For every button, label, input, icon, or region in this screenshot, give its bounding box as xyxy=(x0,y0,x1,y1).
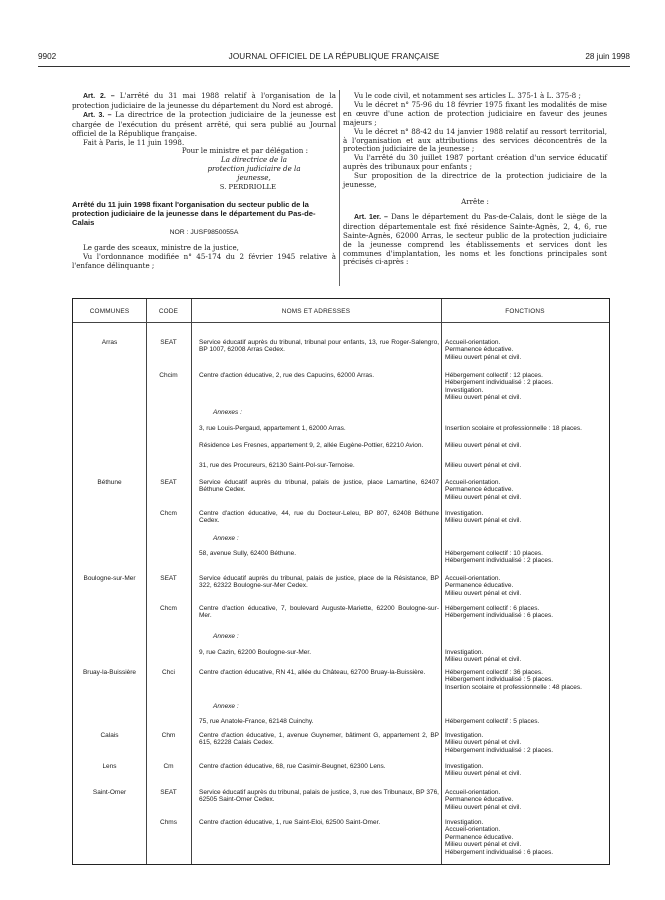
column-divider xyxy=(191,299,192,864)
code-cell: SEAT xyxy=(160,789,177,796)
name-address-cell: Service éducatif auprès du tribunal, tribunal pour enfants, 13, rue Roger-Salengro, BP 1007, 62008 Arras Cedex. xyxy=(199,339,439,354)
header-rule xyxy=(38,66,630,67)
functions-cell xyxy=(445,550,607,565)
annex-label: Annexe : xyxy=(213,703,239,710)
functions-cell xyxy=(445,649,607,664)
commune-cell: Calais xyxy=(100,732,119,739)
name-address-cell: 9, rue Cazin, 62200 Boulogne-sur-Mer. xyxy=(199,649,312,656)
nor-reference: NOR : JUSF9850055A xyxy=(169,228,239,236)
code-cell: SEAT xyxy=(160,479,177,486)
article-2-text: L'arrêté du 31 mai 1988 relatif à l'organisation de la protection judiciaire de la jeunesse du département du Nord est abrogé. xyxy=(72,91,336,110)
functions-cell xyxy=(445,339,607,361)
name-address-cell: Centre d'action éducative, 1, rue Saint-Eloi, 62500 Saint-Omer. xyxy=(199,819,381,826)
vu-decret-75: Vu le décret n° 75-96 du 18 février 1975 fixant les modalités de mise en œuvre d'une action de protection judiciaire en faveur des jeunes majeurs ; xyxy=(343,99,607,127)
functions-cell xyxy=(445,789,607,811)
code-cell: SEAT xyxy=(160,339,177,346)
function-line: Milieu ouvert pénal et civil. xyxy=(445,394,522,402)
article-1 xyxy=(343,213,607,267)
function-line: Permanence éducative. xyxy=(445,582,514,590)
signature-role: La directrice de la protection judiciaire de la jeunesse, xyxy=(207,155,301,183)
function-line: Hébergement individualisé : 6 places. xyxy=(445,612,554,620)
name-address-cell: Centre d'action éducative, 1, avenue Guynemer, bâtiment G, appartement 2, BP 615, 62228 Calais Cedex. xyxy=(199,732,439,747)
function-line: Permanence éducative. xyxy=(445,833,514,841)
commune-cell: Arras xyxy=(101,339,118,346)
column-separator xyxy=(339,90,340,286)
function-line: Milieu ouvert pénal et civil. xyxy=(445,442,522,449)
function-line: Milieu ouvert pénal et civil. xyxy=(445,462,522,469)
commune-cell: Saint-Omer xyxy=(92,789,127,796)
annex-label: Annexe : xyxy=(213,535,239,542)
functions-cell xyxy=(445,425,607,432)
name-address-cell: Centre d'action éducative, 68, rue Casimir-Beugnet, 62300 Lens. xyxy=(199,763,386,770)
function-line: Milieu ouvert pénal et civil. xyxy=(445,803,522,811)
code-cell: SEAT xyxy=(160,575,177,582)
minister-line: Le garde des sceaux, ministre de la justice, xyxy=(83,242,239,252)
function-line: Accueil-orientation. xyxy=(445,826,501,834)
article-3-label: Art. 3. – xyxy=(83,111,112,119)
header-fonctions: FONCTIONS xyxy=(505,308,545,315)
function-line: Milieu ouvert pénal et civil. xyxy=(445,739,522,747)
functions-cell xyxy=(445,718,607,725)
header-code: CODE xyxy=(158,308,179,315)
annex-label: Annexe : xyxy=(213,633,239,640)
function-line: Hébergement individualisé : 2 places. xyxy=(445,379,554,387)
sur-proposition: Sur proposition de la directrice de la protection judiciaire de la jeunesse, xyxy=(343,171,607,190)
vu-ordonnance: Vu l'ordonnance modifiée n° 45-174 du 2 février 1945 relative à l'enfance délinquante ; xyxy=(72,251,336,270)
function-line: Investigation. xyxy=(445,819,484,826)
name-address-cell: Service éducatif auprès du tribunal, palais de justice, place Lamartine, 62407 Béthune Cedex. xyxy=(199,479,439,494)
article-2 xyxy=(72,92,336,111)
function-line: Hébergement collectif : 6 places. xyxy=(445,605,540,612)
journal-title: JOURNAL OFFICIEL DE LA RÉPUBLIQUE FRANÇAISE xyxy=(228,52,440,61)
signature-place-date: Fait à Paris, le 11 juin 1998. xyxy=(83,137,185,147)
name-address-cell: Centre d'action éducative, 44, rue du Docteur-Leleu, BP 807, 62408 Béthune Cedex. xyxy=(199,510,439,525)
vu-code-civil: Vu le code civil, et notamment ses articles L. 375-1 à L. 375-8 ; xyxy=(354,91,581,100)
functions-cell xyxy=(445,442,607,449)
function-line: Accueil-orientation. xyxy=(445,575,501,582)
functions-cell xyxy=(445,372,607,402)
function-line: Permanence éducative. xyxy=(445,796,514,804)
code-cell: Chms xyxy=(160,819,177,826)
header-noms-adresses: NOMS ET ADRESSES xyxy=(281,308,351,315)
functions-cell xyxy=(445,819,607,856)
article-1-label: Art. 1er. – xyxy=(354,213,388,221)
article-2-label: Art. 2. – xyxy=(83,93,115,100)
column-divider xyxy=(441,299,442,864)
name-address-cell: Centre d'action éducative, RN 41, allée du Château, 62700 Bruay-la-Buissière. xyxy=(199,669,426,676)
code-cell: Chcm xyxy=(160,605,177,612)
name-address-cell: Service éducatif auprès du tribunal, palais de justice, 3, rue des Tribunaux, BP 376, 62505 Saint-Omer Cedex. xyxy=(199,789,439,804)
functions-cell xyxy=(445,479,607,501)
article-3 xyxy=(72,111,336,139)
code-cell: Chcim xyxy=(159,372,178,379)
commune-cell: Béthune xyxy=(97,479,122,486)
function-line: Milieu ouvert pénal et civil. xyxy=(445,589,522,597)
function-line: Milieu ouvert pénal et civil. xyxy=(445,353,522,361)
functions-cell xyxy=(445,763,607,778)
function-line: Investigation. xyxy=(445,649,484,656)
function-line: Hébergement individualisé : 5 places. xyxy=(445,676,554,684)
function-line: Milieu ouvert pénal et civil. xyxy=(445,841,522,849)
commune-cell: Bruay-la-Buissière xyxy=(82,669,137,676)
name-address-cell: 75, rue Anatole-France, 62148 Cuinchy. xyxy=(199,718,314,725)
page-number: 9902 xyxy=(38,52,57,61)
functions-cell xyxy=(445,669,607,691)
function-line: Hébergement individualisé : 2 places. xyxy=(445,746,554,754)
functions-cell xyxy=(445,510,607,525)
function-line: Milieu ouvert pénal et civil. xyxy=(445,493,522,501)
function-line: Hébergement collectif : 10 places. xyxy=(445,550,543,557)
function-line: Milieu ouvert pénal et civil. xyxy=(445,517,522,525)
function-line: Hébergement individualisé : 6 places. xyxy=(445,848,554,856)
issue-date: 28 juin 1998 xyxy=(585,52,630,61)
function-line: Milieu ouvert pénal et civil. xyxy=(445,770,522,778)
code-cell: Chm xyxy=(161,732,176,739)
function-line: Accueil-orientation. xyxy=(445,479,501,486)
name-address-cell: Centre d'action éducative, 7, boulevard Auguste-Mariette, 62200 Boulogne-sur-Mer. xyxy=(199,605,439,620)
function-line: Accueil-orientation. xyxy=(445,339,501,346)
function-line: Insertion scolaire et professionnelle : 48 places. xyxy=(445,683,582,691)
functions-cell xyxy=(445,575,607,597)
signatory-name: S. PERDRIOLLE xyxy=(219,183,276,192)
vu-arrete-87: Vu l'arrêté du 30 juillet 1987 portant création d'un service éducatif auprès des tribunaux pour enfants ; xyxy=(343,153,607,172)
function-line: Insertion scolaire et professionnelle : 18 places. xyxy=(445,425,582,432)
function-line: Investigation. xyxy=(445,732,484,739)
function-line: Hébergement collectif : 12 places. xyxy=(445,372,543,379)
name-address-cell: Résidence Les Fresnes, appartement 9, 2, allée Eugène-Pottier, 62210 Avion. xyxy=(199,442,424,449)
annex-label: Annexes : xyxy=(213,409,242,416)
function-line: Hébergement collectif : 5 places. xyxy=(445,718,540,725)
function-line: Hébergement individualisé : 2 places. xyxy=(445,557,554,565)
commune-cell: Boulogne-sur-Mer xyxy=(83,575,136,582)
commune-cell: Lens xyxy=(102,763,117,770)
page-header xyxy=(38,52,630,64)
name-address-cell: Service éducatif auprès du tribunal, palais de justice, place de la Résistance, BP 322, 62322 Boulogne-sur-Mer Cedex. xyxy=(199,575,439,590)
name-address-cell: 31, rue des Procureurs, 62130 Saint-Pol-sur-Ternoise. xyxy=(199,462,355,469)
name-address-cell: 58, avenue Sully, 62400 Béthune. xyxy=(199,550,297,557)
code-cell: Chcm xyxy=(160,510,177,517)
function-line: Milieu ouvert pénal et civil. xyxy=(445,656,522,664)
article-1-text: Dans le département du Pas-de-Calais, dont le siège de la direction départementale est fixé résidence Sainte-Agnès, 2, 4, 6, rue Sainte-Agnès, 62000 Arras, le secteur public de la protection judiciaire de la jeunesse comprend les établissements et services dont les communes d'implantation, les noms et les fonctions principales sont précisés ci-après : xyxy=(343,211,607,267)
name-address-cell: Centre d'action éducative, 2, rue des Capucins, 62000 Arras. xyxy=(199,372,375,379)
functions-cell xyxy=(445,462,607,469)
functions-cell xyxy=(445,605,607,620)
code-cell: Cm xyxy=(163,763,174,770)
arrete-heading: Arrête : xyxy=(461,196,489,206)
services-table xyxy=(72,298,610,865)
left-column xyxy=(72,92,336,271)
decree-title: Arrêté du 11 juin 1998 fixant l'organisation du secteur public de la protection judiciaire de la jeunesse dans le département du Pas-de-Calais xyxy=(72,199,316,227)
function-line: Accueil-orientation. xyxy=(445,789,501,796)
signature-delegation: Pour le ministre et par délégation : xyxy=(181,146,308,156)
article-3-text: La directrice de la protection judiciaire de la jeunesse est chargée de l'exécution du présent arrêté, qui sera publié au Journal officiel de la République française. xyxy=(72,109,336,138)
function-line: Investigation. xyxy=(445,510,484,517)
function-line: Investigation. xyxy=(445,763,484,770)
header-divider xyxy=(73,322,609,323)
function-line: Permanence éducative. xyxy=(445,486,514,494)
function-line: Permanence éducative. xyxy=(445,346,514,354)
code-cell: Chci xyxy=(161,669,175,676)
function-line: Investigation. xyxy=(445,386,484,394)
vu-decret-88: Vu le décret n° 88-42 du 14 janvier 1988 relatif au ressort territorial, à l'organisation et aux attributions des services déconcentrés de la protection judiciaire de la jeunesse ; xyxy=(343,126,607,154)
name-address-cell: 3, rue Louis-Pergaud, appartement 1, 62000 Arras. xyxy=(199,425,346,432)
header-communes: COMMUNES xyxy=(89,308,130,315)
functions-cell xyxy=(445,732,607,754)
right-column xyxy=(343,92,607,267)
function-line: Hébergement collectif : 36 places. xyxy=(445,669,543,676)
